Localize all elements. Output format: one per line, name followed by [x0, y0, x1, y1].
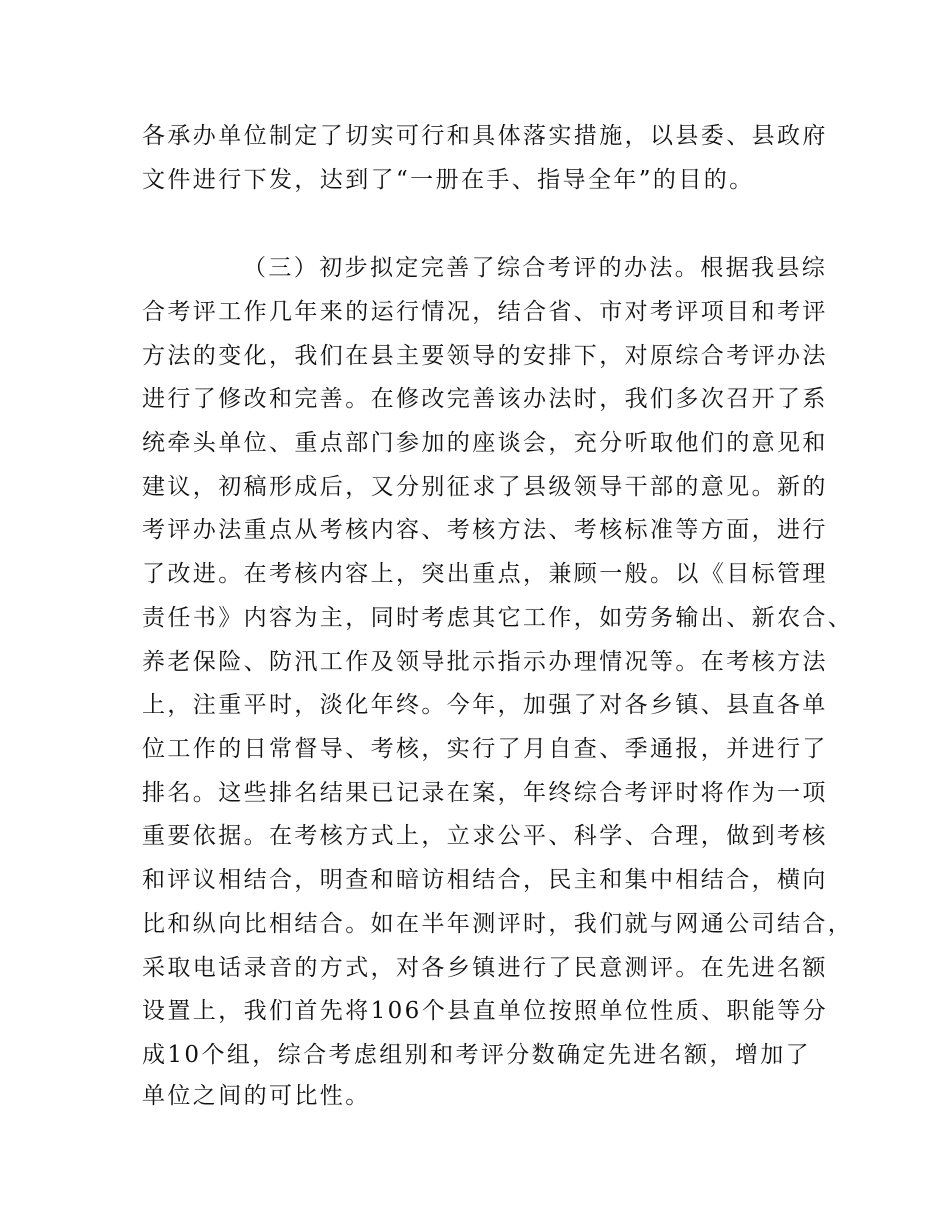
- text-line: 成10个组，综合考虑组别和考评分数确定先进名额，增加了: [142, 1042, 812, 1068]
- text-line: 上，注重平时，淡化年终。今年，加强了对各乡镇、县直各单: [142, 692, 828, 718]
- text-line: 合考评工作几年来的运行情况，结合省、市对考评项目和考评: [142, 299, 828, 325]
- text-line: 了改进。在考核内容上，突出重点，兼顾一般。以《目标管理: [142, 561, 828, 587]
- text-line: 养老保险、防汛工作及领导批示指示办理情况等。在考核方法: [142, 649, 828, 675]
- text-line: 统牵头单位、重点部门参加的座谈会，充分听取他们的意见和: [142, 430, 828, 456]
- text-line: 各承办单位制定了切实可行和具体落实措施，以县委、县政府: [142, 123, 828, 149]
- text-line: 重要依据。在考核方式上，立求公平、科学、合理，做到考核: [142, 823, 828, 849]
- section-heading-line: （三）初步拟定完善了综合考评的办法。根据我县综: [243, 255, 828, 281]
- text-line: 进行了修改和完善。在修改完善该办法时，我们多次召开了系: [142, 386, 828, 412]
- text-line: 方法的变化，我们在县主要领导的安排下，对原综合考评办法: [142, 343, 828, 369]
- text-line: 和评议相结合，明查和暗访相结合，民主和集中相结合，横向: [142, 867, 828, 893]
- text-line: 设置上，我们首先将106个县直单位按照单位性质、职能等分: [142, 998, 829, 1024]
- text-line: 排名。这些排名结果已记录在案，年终综合考评时将作为一项: [142, 780, 828, 806]
- text-line: 文件进行下发，达到了“一册在手、指导全年”的目的。: [142, 167, 755, 193]
- text-line: 单位之间的可比性。: [142, 1083, 371, 1109]
- text-line: 考评办法重点从考核内容、考核方法、考核标准等方面，进行: [142, 517, 828, 543]
- text-line: 位工作的日常督导、考核，实行了月自查、季通报，并进行了: [142, 736, 828, 762]
- text-line: 建议，初稿形成后，又分别征求了县级领导干部的意见。新的: [142, 474, 828, 500]
- text-line: 采取电话录音的方式，对各乡镇进行了民意测评。在先进名额: [142, 955, 828, 981]
- text-line: 责任书》内容为主，同时考虑其它工作，如劳务输出、新农合、: [142, 605, 854, 631]
- text-line: 比和纵向比相结合。如在半年测评时，我们就与网通公司结合，: [142, 911, 854, 937]
